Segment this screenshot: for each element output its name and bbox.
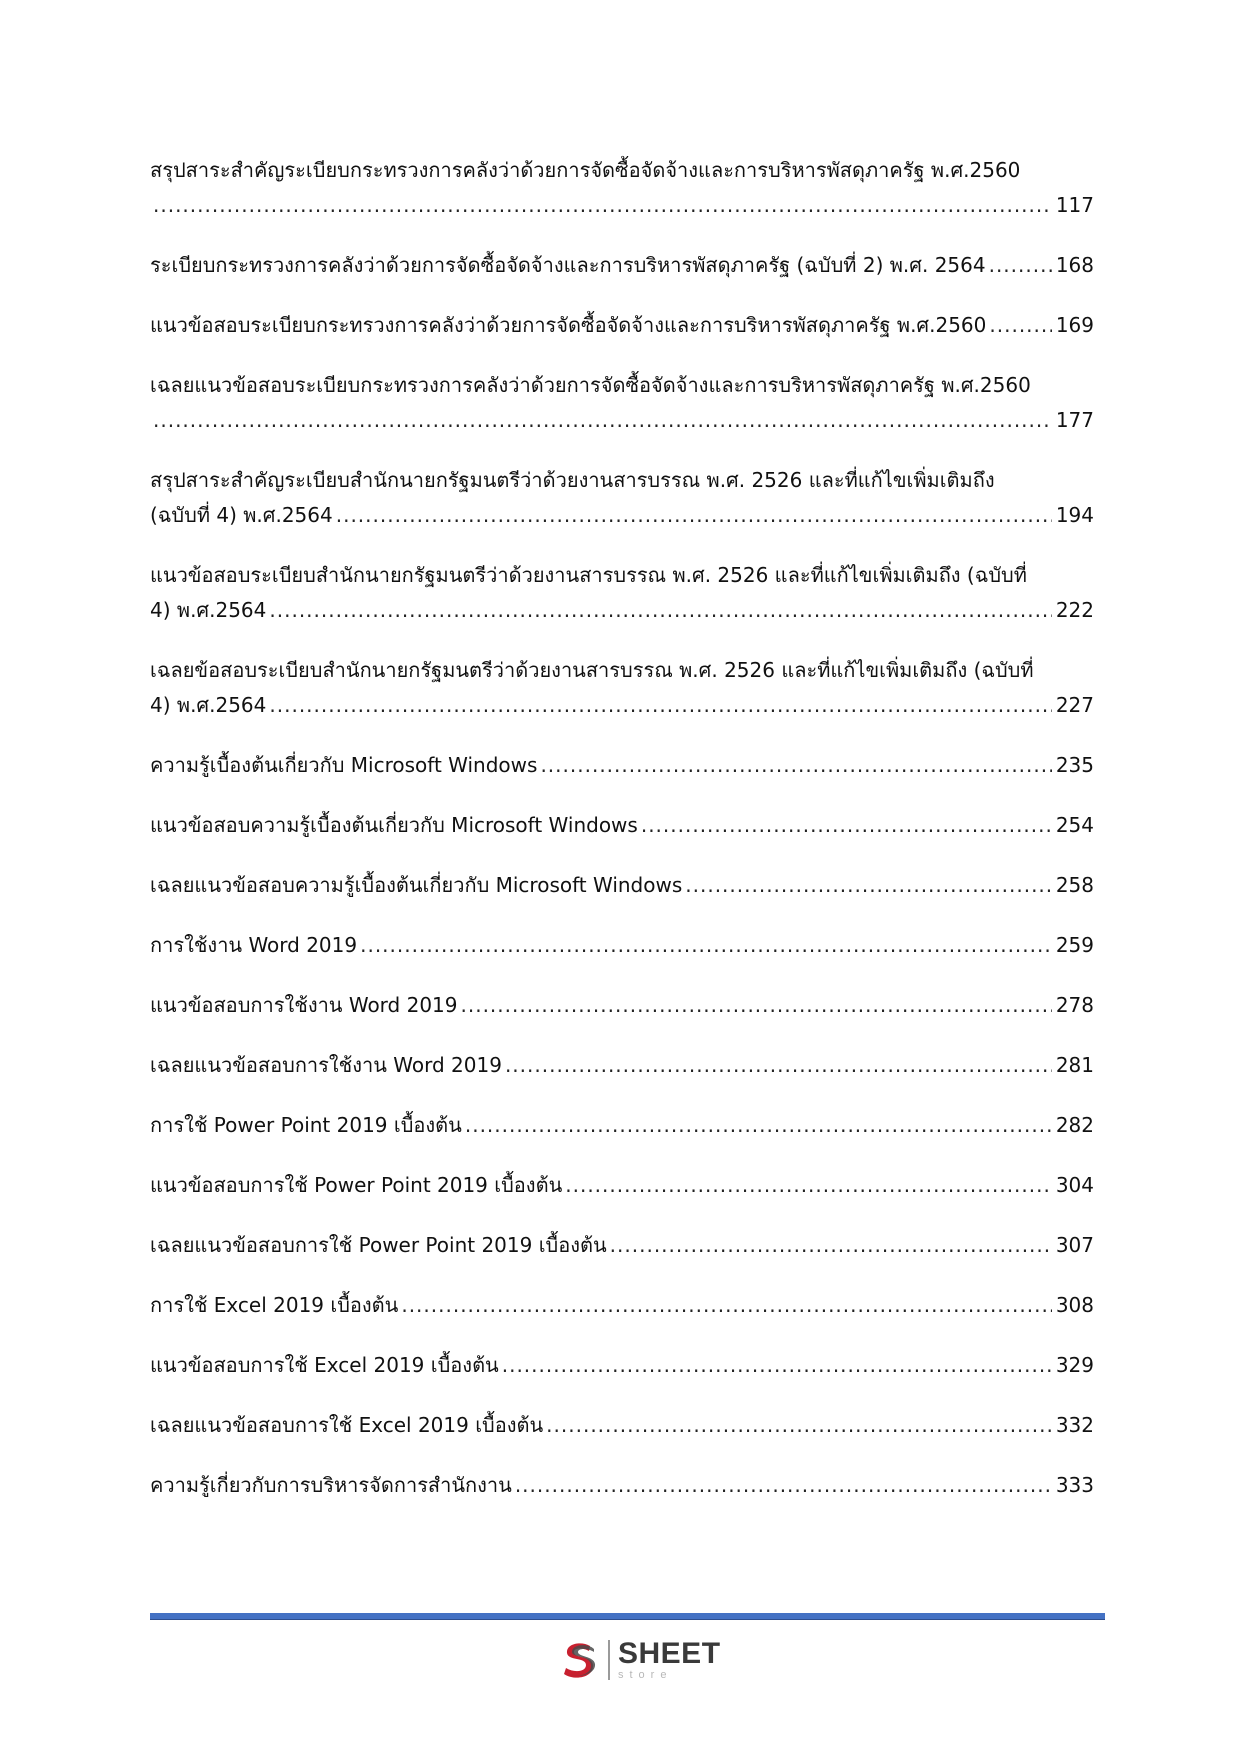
toc-entry[interactable] bbox=[150, 1228, 1094, 1263]
toc-leader-dots bbox=[505, 1048, 1052, 1083]
toc-entry[interactable] bbox=[150, 1408, 1094, 1443]
toc-entry-title: เฉลยแนวข้อสอบการใช้ Power Point 2019 เบื้องต้น bbox=[150, 1233, 607, 1257]
toc-leader-dots bbox=[269, 593, 1051, 628]
toc-page-number: 332 bbox=[1055, 1413, 1094, 1437]
toc-page-number: 169 bbox=[1055, 313, 1094, 337]
toc-entry-title: แนวข้อสอบการใช้ Excel 2019 เบื้องต้น bbox=[150, 1353, 499, 1377]
toc-entry[interactable] bbox=[150, 1288, 1094, 1323]
toc-entry-title: ระเบียบกระทรวงการคลังว่าด้วยการจัดซื้อจัดจ้างและการบริหารพัสดุภาครัฐ (ฉบับที่ 2) พ.ศ. 2564 bbox=[150, 253, 986, 277]
toc-page-number: 254 bbox=[1055, 813, 1094, 837]
toc-entry-title: แนวข้อสอบการใช้งาน Word 2019 bbox=[150, 993, 458, 1017]
toc-leader-dots bbox=[502, 1348, 1052, 1383]
toc-page-number: 307 bbox=[1055, 1233, 1094, 1257]
toc-entry-title: สรุปสาระสำคัญระเบียบสำนักนายกรัฐมนตรีว่าด้วยงานสารบรรณ พ.ศ. 2526 และที่แก้ไขเพิ่มเติมถึง bbox=[150, 468, 995, 492]
toc-entry[interactable] bbox=[150, 558, 1094, 628]
toc-leader-dots bbox=[685, 868, 1052, 903]
toc-entry[interactable] bbox=[150, 308, 1094, 343]
table-of-contents bbox=[150, 153, 1094, 1528]
toc-leader-dots bbox=[336, 498, 1052, 533]
toc-page-number: 177 bbox=[1055, 408, 1094, 432]
toc-entry-title: เฉลยแนวข้อสอบความรู้เบื้องต้นเกี่ยวกับ Microsoft Windows bbox=[150, 873, 683, 897]
toc-leader-dots bbox=[641, 808, 1052, 843]
toc-entry-title: แนวข้อสอบระเบียบกระทรวงการคลังว่าด้วยการจัดซื้อจัดจ้างและการบริหารพัสดุภาครัฐ พ.ศ.2560 bbox=[150, 313, 987, 337]
toc-entry[interactable] bbox=[150, 463, 1094, 533]
toc-entry[interactable] bbox=[150, 868, 1094, 903]
toc-leader-dots bbox=[401, 1288, 1051, 1323]
toc-page-number: 329 bbox=[1055, 1353, 1094, 1377]
toc-page-number: 235 bbox=[1055, 753, 1094, 777]
toc-entry[interactable] bbox=[150, 653, 1094, 723]
toc-entry[interactable] bbox=[150, 748, 1094, 783]
toc-page-number: 259 bbox=[1055, 933, 1094, 957]
toc-leader-dots bbox=[610, 1228, 1052, 1263]
toc-entry[interactable] bbox=[150, 928, 1094, 963]
toc-entry-title: สรุปสาระสำคัญระเบียบกระทรวงการคลังว่าด้วยการจัดซื้อจัดจ้างและการบริหารพัสดุภาครัฐ พ.ศ.2560 bbox=[150, 158, 1021, 182]
toc-entry-title: แนวข้อสอบการใช้ Power Point 2019 เบื้องต้น bbox=[150, 1173, 563, 1197]
toc-leader-dots bbox=[360, 928, 1052, 963]
logo-subword: store bbox=[618, 1669, 673, 1681]
toc-entry[interactable] bbox=[150, 1468, 1094, 1503]
toc-entry[interactable] bbox=[150, 248, 1094, 283]
toc-entry-title: การใช้ Power Point 2019 เบื้องต้น bbox=[150, 1113, 462, 1137]
toc-page-number: 282 bbox=[1055, 1113, 1094, 1137]
toc-entry-title-continuation: 4) พ.ศ.2564 bbox=[150, 693, 267, 717]
toc-entry[interactable] bbox=[150, 368, 1094, 438]
toc-entry[interactable] bbox=[150, 1108, 1094, 1143]
toc-leader-dots bbox=[461, 988, 1052, 1023]
toc-leader-dots bbox=[989, 308, 1051, 343]
toc-entry[interactable] bbox=[150, 1048, 1094, 1083]
toc-entry-title-continuation: 4) พ.ศ.2564 bbox=[150, 598, 267, 622]
toc-page-number: 227 bbox=[1055, 693, 1094, 717]
toc-entry[interactable] bbox=[150, 1348, 1094, 1383]
toc-entry[interactable] bbox=[150, 1168, 1094, 1203]
footer-logo bbox=[556, 1633, 721, 1687]
toc-leader-dots bbox=[565, 1168, 1052, 1203]
toc-leader-dots bbox=[269, 688, 1051, 723]
logo-divider bbox=[608, 1640, 610, 1680]
toc-entry-title: เฉลยแนวข้อสอบการใช้ Excel 2019 เบื้องต้น bbox=[150, 1413, 544, 1437]
toc-page-number: 278 bbox=[1055, 993, 1094, 1017]
toc-page-number: 333 bbox=[1055, 1473, 1094, 1497]
toc-page-number: 281 bbox=[1055, 1053, 1094, 1077]
toc-page-number: 222 bbox=[1055, 598, 1094, 622]
footer-divider bbox=[150, 1613, 1105, 1620]
toc-page-number: 308 bbox=[1055, 1293, 1094, 1317]
toc-entry-title: แนวข้อสอบความรู้เบื้องต้นเกี่ยวกับ Microsoft Windows bbox=[150, 813, 638, 837]
logo-wordmark bbox=[618, 1639, 721, 1681]
toc-entry-title: การใช้งาน Word 2019 bbox=[150, 933, 358, 957]
sheet-store-logo-icon bbox=[556, 1637, 602, 1683]
toc-entry-title: ความรู้เกี่ยวกับการบริหารจัดการสำนักงาน bbox=[150, 1473, 512, 1497]
toc-entry-title-continuation: (ฉบับที่ 4) พ.ศ.2564 bbox=[150, 503, 333, 527]
toc-page-number: 117 bbox=[1055, 193, 1094, 217]
toc-entry-title: เฉลยแนวข้อสอบการใช้งาน Word 2019 bbox=[150, 1053, 502, 1077]
toc-leader-dots bbox=[989, 248, 1052, 283]
toc-entry[interactable] bbox=[150, 988, 1094, 1023]
toc-leader-dots bbox=[515, 1468, 1052, 1503]
toc-entry-title: การใช้ Excel 2019 เบื้องต้น bbox=[150, 1293, 399, 1317]
toc-leader-dots bbox=[546, 1408, 1052, 1443]
toc-entry[interactable] bbox=[150, 808, 1094, 843]
toc-leader-dots bbox=[153, 403, 1052, 438]
toc-entry-title: แนวข้อสอบระเบียบสำนักนายกรัฐมนตรีว่าด้วยงานสารบรรณ พ.ศ. 2526 และที่แก้ไขเพิ่มเติมถึง (ฉบับที่ bbox=[150, 563, 1027, 587]
logo-word: SHEET bbox=[618, 1637, 721, 1670]
toc-entry-title: เฉลยแนวข้อสอบระเบียบกระทรวงการคลังว่าด้วยการจัดซื้อจัดจ้างและการบริหารพัสดุภาครัฐ พ.ศ.2560 bbox=[150, 373, 1031, 397]
toc-entry[interactable] bbox=[150, 153, 1094, 223]
toc-page-number: 168 bbox=[1055, 253, 1094, 277]
toc-entry-title: เฉลยข้อสอบระเบียบสำนักนายกรัฐมนตรีว่าด้วยงานสารบรรณ พ.ศ. 2526 และที่แก้ไขเพิ่มเติมถึง (ฉบับที่ bbox=[150, 658, 1034, 682]
toc-entry-title: ความรู้เบื้องต้นเกี่ยวกับ Microsoft Windows bbox=[150, 753, 538, 777]
toc-leader-dots bbox=[465, 1108, 1052, 1143]
toc-leader-dots bbox=[540, 748, 1051, 783]
toc-page-number: 258 bbox=[1055, 873, 1094, 897]
toc-page-number: 194 bbox=[1055, 503, 1094, 527]
toc-leader-dots bbox=[153, 188, 1052, 223]
toc-page-number: 304 bbox=[1055, 1173, 1094, 1197]
